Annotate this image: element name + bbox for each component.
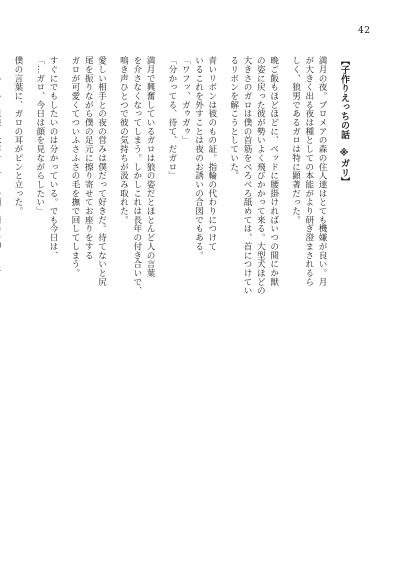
text-line: 尾を振りながら僕の足元に擦り寄せてお座りをする — [83, 56, 94, 260]
text-line: 「ワフッ、ガゥガゥ」 — [180, 56, 191, 145]
story-text — [12, 56, 350, 526]
text-line: を介さなくなってしまう。しかしこれは長年の付き合いで、 — [131, 56, 142, 295]
text-line: 「分かってる、待て、だガロ」 — [166, 56, 177, 180]
page-number: 42 — [358, 26, 371, 36]
text-line: 「…ガロ、今日は顔を見ながらしたい」 — [34, 56, 45, 216]
text-line: の姿に戻った彼が勢いよく飛びかかって来る。大型犬ほどの — [255, 56, 266, 295]
story-title: 【子作りえっちの話 ※ガリ】 — [339, 56, 349, 187]
text-line: いるこれを外すことは夜のお誘いの合図でもある。 — [193, 56, 204, 260]
text-line: 青いリボンは彼のもの証。指輪の代わりにつけて — [206, 56, 217, 251]
text-line: しく、狼男であるガロは特に顕著だった。 — [290, 56, 301, 225]
text-line: 愛しい相手との夜の営みは僕だって好きだ。待てないと尻 — [96, 56, 107, 287]
text-line: 鳴き声ひとつで彼の気持ちが汲み取れた。 — [118, 56, 129, 225]
text-line: 満月で興奮しているガロは狼の姿だとほとんど人の言葉 — [145, 56, 156, 278]
text-line: が大きく出る夜は種としての本能がより研ぎ澄まされるら — [303, 56, 314, 287]
text-line: 僕の言葉に、ガロの耳がピンと立った。 — [12, 56, 23, 216]
text-line: 大きさのガロは僕の首筋をべろべろ舐めては、首につけてい — [242, 56, 253, 295]
text-line — [0, 56, 11, 526]
text-line: すぐにでもしたいのは分かっている。でも今日は、 — [48, 56, 59, 260]
text-line: ガロが可愛くてついふさふさの毛を撫で回してしまう。 — [69, 56, 80, 278]
text-line: るリボンを解こうとしていた。 — [228, 56, 239, 180]
text-line: 晩ご飯もほどほどに、ベッドに腰掛ければいつの間にか獣 — [268, 56, 279, 287]
text-line: 満月の夜。ブロメアの森の住人達はとても機嫌が良い。月 — [317, 56, 328, 287]
